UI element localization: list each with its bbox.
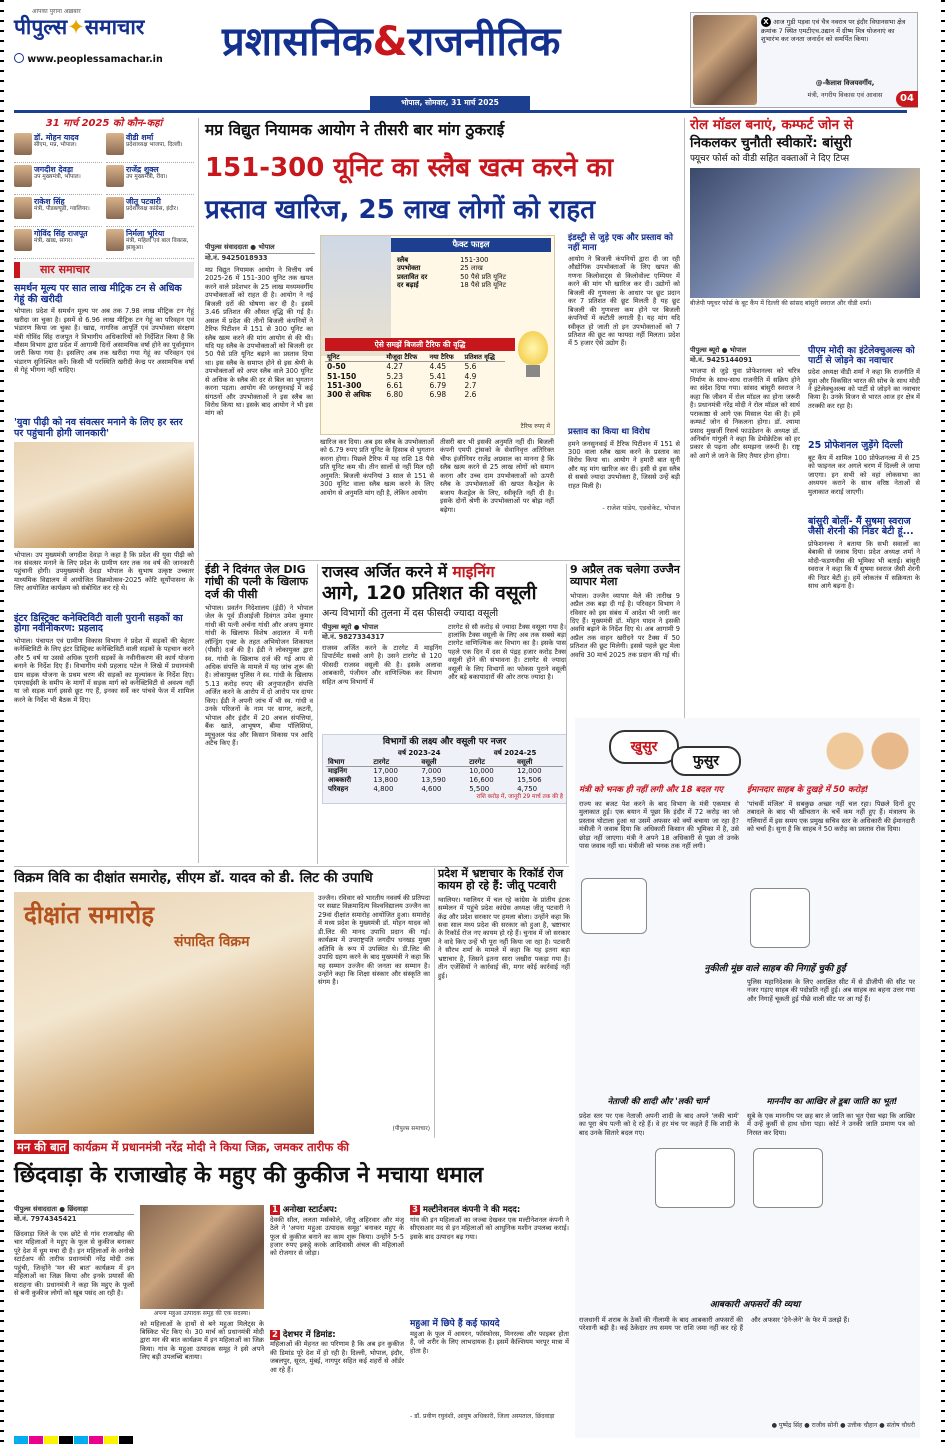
box-4-sign: - डॉ. प्रवीण रघुवंशी, आयुष अधिकारी, जिला अस्पताल, छिंदवाड़ा xyxy=(410,1412,555,1420)
role-headline-2: निकलकर चुनौती स्वीकारें: बांसुरी xyxy=(690,135,852,152)
cmyk-strip xyxy=(14,1436,314,1444)
mining-headline-1b: माइनिंग xyxy=(452,563,495,581)
person-name: जीतू पटवारी xyxy=(126,196,161,206)
tweet-box xyxy=(690,12,918,108)
person-name: राजेंद्र शुक्ल xyxy=(126,164,159,174)
khusur-story-5: सूबे के एक माननीय पर छह बार ले जाति का भूत ऐसा चढ़ा कि आखिर में उन्हें कुर्सी से हाथ धोना पड़ा। कोर्ट ने उनकी जाति प्रमाण पत्र को निरस्त कर दिया। xyxy=(747,1112,915,1137)
table-header-cell: विभाग xyxy=(326,758,371,767)
table-row xyxy=(325,372,505,381)
table-cell: दर बढ़ाई xyxy=(397,281,419,290)
mining-story xyxy=(322,564,567,804)
table-header-row xyxy=(325,353,505,362)
table-cell: 151-300 xyxy=(327,380,362,390)
saar-headline-1: समर्थन मूल्य पर सात लाख मीट्रिक टन से अधिक गेहूं की खरीदी xyxy=(14,283,182,305)
saar-title: सार समाचार xyxy=(14,262,194,278)
person-avatar xyxy=(106,229,124,251)
khusur-story-6-head: आबकारी अफसरों की व्यथा xyxy=(709,1300,801,1310)
table-cell: 151-300 xyxy=(460,256,489,264)
masthead-logo-block xyxy=(14,8,214,100)
website-url[interactable]: www.peoplessamachar.in xyxy=(27,53,163,65)
ed-headline: ईडी ने दिवंगत जेल DIG गांधी की पत्नी के खिलाफ दर्ज की पीसी xyxy=(205,563,308,601)
mann-box-col-a xyxy=(270,1205,404,1436)
person-detail: सीएम, मप्र, भोपाल। xyxy=(34,142,77,149)
birthday-person xyxy=(106,133,194,163)
mann-mobile: मो.नं. 7974345421 xyxy=(14,1214,134,1223)
lead-mobile: मो.नं. 9425018933 xyxy=(205,253,315,262)
person-detail: उप मुख्यमंत्री, रीवा। xyxy=(126,174,168,181)
khusur-story-4: प्रदेश स्तर पर एक नेताजी अपनी शादी के बाद अपने 'लकी चार्म' का पूरा श्रेय पत्नी को दे रहे हैं। वे हर मंच पर कहते हैं कि शादी के बाद उनके सितारे बदल गए। xyxy=(579,1112,739,1137)
table-cell xyxy=(326,749,371,758)
table-cell: 4.9 xyxy=(464,371,477,381)
mining-subhead: अन्य विभागों की तुलना में दस फीसदी ज्यादा वसूली xyxy=(322,607,499,619)
role-col-a xyxy=(690,346,800,715)
table-cell: 51-150 xyxy=(327,371,357,381)
person-name: जगदीश देवड़ा xyxy=(34,164,74,174)
lead-byline: पीपुल्स संवाददाता ● भोपाल xyxy=(205,243,275,251)
mining-col-a xyxy=(322,623,442,731)
box-4-text: महुआ के फूल में आयरन, फॉस्फोरस, मिनरल्स और फाइबर होता है, जो शरीर के लिए लाभदायक है। इसमें कैल्शियम भरपूर मात्रा में होता है। xyxy=(410,1329,569,1355)
table-row xyxy=(325,362,505,372)
table-cell: आबकारी xyxy=(328,776,352,784)
table-cell: 7,000 xyxy=(421,767,442,776)
mining-mobile: मो.नं. 9827334317 xyxy=(322,632,442,641)
table-cell: 5.41 xyxy=(429,371,447,381)
tweet-role: मंत्री, नगरीय विकास एवं आवास xyxy=(807,91,883,99)
masthead-rule xyxy=(14,110,907,113)
khusur-title-a: खुसुर xyxy=(609,730,679,764)
lead-col-2: खारिज कर दिया। अब इस स्लैब के उपभोक्ताओं को 6.79 रुपए प्रति यूनिट के हिसाब से भुगतान करना होगा। पिछले टैरिफ में यह राशि 18 पैसे प्रति यूनिट कम थी। तीन सालों से नहीं मिल रही अनुमति: बिजली कंपनियां 3 साल से 151 से 300 यूनिट वाला स्लैब खत्म करने के लिए आयोग से अनुमति मांग रही है, लेकिन आयोग xyxy=(320,438,434,497)
role-headline-1 xyxy=(690,118,920,133)
role-head-4: बांसुरी बोलीं- मैं सुषमा स्वराज जैसी शेरनी की निडर बेटी हूं... xyxy=(808,515,914,538)
minister-photo xyxy=(693,15,757,105)
box-1-text: देवकी सील, ललता मर्सकोले, जीतू अहिरवार और मंजू ठेले ने 'अपना महुआ उत्पादक समूह' बनाकर महुए के फूल से कुकीज बनाने का काम शुरू किया। उन्होंने 5-5 हजार रुपए इकट्ठे करके आदिवासी अंचल की महिलाओं को रोजगार से जोड़ा। xyxy=(270,1215,404,1258)
saar-headline-2: इंटर डिस्ट्रिक्ट कनेक्टिविटी वाली पुरानी सड़कों का होगा नवीनीकरण: प्रहलाद xyxy=(14,612,183,635)
convocation-banner: दीक्षांत समारोह xyxy=(24,901,154,929)
objection-signoff: - राजेश पांडेय, एडवोकेट, भोपाल xyxy=(602,503,680,512)
khusur-story-5-head: माननीय का आखिर ले डूबा जाति का भूत! xyxy=(766,1097,898,1107)
mann-kicker xyxy=(14,1140,569,1158)
khusur-title-box xyxy=(609,724,809,780)
table-header-cell: प्रतिशत वृद्धि xyxy=(462,353,505,362)
table-cell: 6.79 xyxy=(429,380,447,390)
person-name: निर्मला भूरिया xyxy=(126,228,165,238)
person-name: राकेश सिंह xyxy=(34,196,65,206)
role-paragraph-4: प्रोफेशनल्स ने बताया कि सभी सवालों का बेबाकी से जवाब दिया। प्रदेश अध्यक्ष शर्मा ने मोदी-फडणवीस की भूमिका भी बताई। बांसुरी स्वराज ने कहा कि मैं सुषमा स्वराज जैसी शेरनी की निडर बेटी हूं। हमें लोकतंत्र में सक्रियता के साथ आगे बढ़ना है। xyxy=(808,540,920,591)
section-title xyxy=(222,6,682,90)
col-divider-2 xyxy=(317,564,318,864)
person-avatar xyxy=(106,133,124,155)
fact-file-title: फैक्ट फाइल xyxy=(391,238,551,252)
ujjain-story xyxy=(570,564,680,742)
saar-header xyxy=(14,262,194,280)
khusur-fusur-section xyxy=(575,718,920,1438)
objection-headline: प्रस्ताव का किया था विरोध xyxy=(568,427,650,438)
box-2-text: महिलाओं की मेहनत का परिणाम है कि अब इन कुकीज की डिमांड पूरे देश में हो रही है। दिल्ली, भोपाल, इंदौर, जबलपुर, सूरत, मुंबई, नागपुर सहित कई शहरों से ऑर्डर आ रहे हैं। xyxy=(270,1340,404,1374)
logo xyxy=(14,16,214,39)
box-1-head: अनोखा स्टार्टअप: xyxy=(282,1205,338,1215)
khusur-story-4-head: नेताजी की शादी और 'लकी चार्म' xyxy=(607,1097,711,1107)
fact-file-table xyxy=(395,256,550,290)
person-detail: प्रदेशाध्यक्ष भाजपा, दिल्ली। xyxy=(126,142,183,149)
mann-byline: पीपुल्स संवाददाता ● छिंदवाड़ा xyxy=(14,1205,88,1213)
table-cell: 25 लाख xyxy=(460,264,483,273)
role-head-3: 25 प्रोफेशनल जुड़ेंगे दिल्ली xyxy=(808,440,903,452)
table-year-header: वर्ष 2024-25 xyxy=(493,748,537,757)
role-col-b xyxy=(808,346,920,660)
table-cell: प्रस्तावित दर xyxy=(397,272,428,281)
cartoon-faces xyxy=(815,722,915,780)
mining-byline: पीपुल्स ब्यूरो ● भोपाल xyxy=(322,622,379,631)
table-header-cell: वसूली xyxy=(515,758,563,767)
role-col-2: प्रदेश अध्यक्ष वीडी शर्मा ने कहा कि राजनीति में युवा और विकसित भारत की सोच के साथ मोदी ने इंटेलेक्चुअल्स को पार्टी से जोड़ने का नवाचार किया है। उनके विजन से भारत आज हर क्षेत्र में तरक्की कर रहा है। xyxy=(808,368,920,410)
khusur-story-6: राजधानी में शराब के ठेकों की नीलामी के बाद आबकारी अफसरों की परेशानी बढ़ी है। कई ठेकेदार तय समय पर राशि जमा नहीं कर रहे हैं और अफसर 'देने-लेने' के फेर में उलझे हैं। xyxy=(579,1316,850,1333)
table-cell: माइनिंग xyxy=(328,767,348,776)
lead-kicker: मप्र विद्युत नियामक आयोग ने तीसरी बार मांग ठुकराई xyxy=(205,121,505,139)
saar-paragraph-1: भोपाल। प्रदेश में समर्थन मूल्य पर अब तक 7.98 लाख मीट्रिक टन गेहूं खरीदा जा चुका है। इसमें से 6.96 लाख मीट्रिक टन गेहूं का परिवहन एवं भंडारण किया जा चुका है। खाद्य, नागरिक आपूर्ति एवं उपभोक्ता संरक्षण मंत्री गोविंद सिंह राजपूत ने विभागीय अधिकारियों को निर्देशित किया है कि मौसम विभाग द्वारा प्रदेश में आगामी दिनों असामयिक वर्षा होने का पूर्वानुमान जारी किया गया है। इसलिए अब तक खरीदा गया गेहूं का परिवहन एवं भंडारण सुनिश्चित करें। किसी भी परस्थिति खरीदी केन्द्र पर असामयिक वर्षा से गेहूं भीगना नहीं चाहिए। xyxy=(14,307,194,375)
person-detail: प्रदेशाध्यक्ष कांग्रेस, इंदौर। xyxy=(126,206,179,213)
vikram-credit: (पीपुल्स समाचार) xyxy=(392,1126,430,1132)
mahua-woman-photo xyxy=(140,1205,264,1309)
mining-table-box xyxy=(322,734,567,804)
table-cell: उपभोक्ता xyxy=(397,264,421,273)
lead-headline-1: 151-300 यूनिट का स्लैब खत्म करने का xyxy=(205,153,614,183)
ujjain-paragraph: भोपाल। उज्जैन व्यापार मेले की तारीख 9 अप्रैल तक बढ़ा दी गई है। परिवहन विभाग ने रविवार को इस संबंध में आदेश भी जारी कर दिए हैं। मुख्यमंत्री डॉ. मोहन यादव ने इसकी अवधि बढ़ाने के निर्देश दिए थे। अब आगामी 9 अप्रैल तक वाहन खरीदने पर टैक्स में 50 प्रतिशत की छूट मिलेगी। इससे पहले छूट मेला अवधि 30 मार्च 2025 तक प्रदान की गई थी। xyxy=(570,591,680,659)
ujjain-headline: 9 अप्रैल तक चलेगा उज्जैन व्यापार मेला xyxy=(570,563,680,589)
cartoon-illustration-2 xyxy=(750,888,810,948)
table-cell: 4.27 xyxy=(386,362,404,372)
globe-icon xyxy=(14,53,24,63)
industry-paragraph: आयोग ने बिजली कंपनियों द्वारा दी जा रही औद्योगिक उपभोक्ताओं के लिए खपत की गणना किलोवाट्स से किलोवोल्ट एम्पियर में करने की मांग भी खारिज कर दी। उद्योगों को बिजली की गुणवत्ता के आधार पर छूट प्रदान कर 7 प्रतिशत की छूट मिलती है यह छूट बिजली की गुणवत्ता कम होने पर बिजली कंपनियों में कटौती लगाती है। यह मांग यदि स्वीकृत हो जाती तो इन उपभोक्ताओं को 7 प्रतिशत की छूट का फायदा नहीं मिलता। प्रदेश में 5 हजार ऐसे उद्योग हैं। xyxy=(568,255,680,348)
person-text xyxy=(34,165,81,181)
person-name: डॉ. मोहन यादव xyxy=(34,132,79,142)
table-row xyxy=(325,390,505,399)
slab-table-title: ऐसे समझें बिजली टैरिफ की वृद्धि xyxy=(325,338,515,351)
tweet-body xyxy=(761,17,913,44)
birthday-title: 31 मार्च 2025 को कौन-कहां xyxy=(45,118,163,129)
logo-text: पीपुल्स xyxy=(14,14,68,39)
table-header-cell: मौजूदा टैरिफ xyxy=(384,353,427,362)
table-cell: 13,800 xyxy=(373,776,398,784)
table-row xyxy=(326,767,563,776)
patwari-story xyxy=(438,868,570,1110)
mann-byline-box xyxy=(14,1205,134,1223)
saar-quote: 'युवा पीढ़ी को नव संवत्सर मनाने के लिए हर स्तर पर पहुंचानी होगी जानकारी' xyxy=(14,417,183,439)
person-text xyxy=(126,165,167,181)
person-text xyxy=(34,229,88,245)
mann-col-2: को महिलाओं के हाथों से बने महुआ मिलेट्स के बिस्किट भेंट किए थे। 30 मार्च को प्रधानमंत्री मोदी द्वारा मन की बात कार्यक्रम में इन महिलाओं का जिक्र किया। गांव के महुआ उत्पादक समूह ने इसे अपने लिए बड़ी उपलब्धि बताया। xyxy=(140,1319,264,1362)
person-text xyxy=(34,197,90,213)
table-cell: 4,750 xyxy=(517,784,538,793)
table-cell: 13,590 xyxy=(421,776,446,784)
person-avatar xyxy=(14,165,32,187)
table-cell: 5.23 xyxy=(386,371,404,381)
mining-columns xyxy=(322,623,567,731)
table-row xyxy=(326,785,563,794)
table-cell: 5,500 xyxy=(469,784,490,793)
mann-photo-col xyxy=(140,1205,264,1424)
website xyxy=(14,53,214,66)
tweet-text: आज गुडी पड़वा एवं चैत्र नवरात्र पर इंदौर विधानसभा क्षेत्र क्रमांक 7 स्थित एमटीएच.उद्यान में ग्रीष्म मित्र योजनाएं का शुभारंभ कर जनता जनार्दन को समर्पित किया। xyxy=(761,18,906,44)
khusur-story-1: राज्य का बजट पेश करने के बाद विभाग के मंत्री एकमात्र से मुलाकात हुई। एक बयान में पूछा कि इंदौर में 72 करोड़ का जो प्रस्ताव घोटाला हुआ था उसमें अफसर को क्यों बचाया जा रहा है? मंत्रीजी ने जवाब दिया कि अधिकारी किसान की भूमिका में है, उसे छोड़ा नहीं जाएगा। मंत्री ने अपने 18 अधिकारी से पूछा तो उनके पास जवाब नहीं था। मंत्रीजी को भनक तक नहीं लगी। xyxy=(579,800,739,851)
table-header-cell: वसूली xyxy=(419,758,467,767)
section-ampersand: & xyxy=(372,19,408,65)
box-3-text: गांव की इन महिलाओं का जज्बा देखकर एक मल्टीनेशनल कंपनी ने सीएसआर मद से इन महिलाओं को आधुनिक मशीन उपलब्ध कराई। इसके बाद उत्पादन बढ़ गया। xyxy=(410,1215,569,1241)
khusur-footer: ● पुष्पेंद्र सिंह ● राजीव सोनी ● उत्तीक चौहान ● संतोष चौधरी xyxy=(771,1422,915,1429)
person-avatar xyxy=(106,165,124,187)
table-cell: 4,800 xyxy=(373,784,394,793)
section-title-b: राजनीतिक xyxy=(407,19,561,65)
lead-col-1: मप्र विद्युत नियामक आयोग ने वित्तीय वर्ष 2025-26 में 151-300 यूनिट तक खपत करने वाले प्रदेशभर के 25 लाख मध्यमवर्गीय उपभोक्ताओं को राहत दी है। आयोग ने नई बिजली दरों की घोषणा कर दी है। इसमें 3.46 प्रतिशत की औसत वृद्धि की गई है। असल में प्रदेश की तीनों बिजली कंपनियों ने टैरिफ पिटीशन में 151 से 300 यूनिट का स्लैब खत्म करने की मांग आयोग से की थी। यदि यह स्लैब के उपभोक्ताओं को बिजली दर 50 पैसे प्रति यूनिट बढ़ाने का प्रस्ताव दिया था। इस स्लैब के समाप्त होने से इस श्रेणी के उपभोक्ताओं को अपर स्लैब वाले 300 यूनिट से अधिक के स्लैब की दर से बिल का भुगतान करना पड़ता। आयोग की जनसुनवाई में कई संगठनों और उपभोक्ताओं ने इस स्लैब का विरोध किया था। इसके बाद आयोग ने भी इस मांग को xyxy=(205,266,313,418)
lead-byline-box xyxy=(205,243,315,262)
person-avatar xyxy=(14,133,32,155)
mining-table-note: राशि करोड़ में, जानूरी 29 मार्च तक की है xyxy=(476,793,563,800)
patwari-headline: प्रदेश में भ्रष्टाचार के रिकॉर्ड रोज कायम हो रहे हैं: जीतू पटवारी xyxy=(438,867,564,893)
birthday-person xyxy=(14,133,102,163)
table-row xyxy=(395,281,550,289)
khusur-story-3-head: नुकीली मूंछ वाले साहब की निगाहें चुकी हुईं xyxy=(704,964,846,974)
cartoon-illustration-4 xyxy=(753,1148,823,1208)
box-3-number: 3 xyxy=(412,1205,418,1215)
logo-star-icon: ✦ xyxy=(67,14,85,39)
table-row xyxy=(326,776,563,785)
bootcamp-caption: बीजेपी फ्यूचर फोर्स के बूट कैंप में दिल्ली की सांसद बांसुरी स्वराज और वीडी शर्मा। xyxy=(690,300,872,308)
table-cell: 17,000 xyxy=(373,767,398,776)
section-title-a: प्रशासनिक xyxy=(222,19,373,65)
lead-headline-2: प्रस्ताव खारिज, 25 लाख लोगों को राहत xyxy=(205,195,596,225)
table-cell: 18 पैसे प्रति यूनिट xyxy=(460,281,507,290)
col-divider-4 xyxy=(684,118,685,718)
table-cell: 4,600 xyxy=(421,784,442,793)
registration-strip-left xyxy=(0,0,4,1445)
mining-headline-2: आगे, 120 प्रतिशत की वसूली xyxy=(322,582,537,605)
cartoon-illustration-1 xyxy=(581,878,647,934)
table-cell: 12,000 xyxy=(517,767,542,776)
col-divider-3 xyxy=(566,564,567,864)
table-cell: स्लैब xyxy=(397,256,409,264)
table-row xyxy=(325,381,505,390)
person-text xyxy=(126,197,178,213)
person-avatar xyxy=(14,229,32,251)
khusur-story-2: 'पांचवीं मंजिल' में सबकुछ अच्छा नहीं चल रहा। पिछले दिनों हुए तबादले के बाद भी खींचतान के चर्चे कम नहीं हुए हैं। मंत्रालय के गलियारों में इस समय एक प्रमुख सचिव स्तर के अधिकारी की ईमानदारी को चर्चा है। सुना है कि साहब ने 50 करोड़ का प्रस्ताव रोक दिया। xyxy=(747,800,915,834)
person-avatar xyxy=(106,197,124,219)
saar-column xyxy=(14,284,194,767)
slab-table xyxy=(325,353,505,400)
col-divider-1 xyxy=(198,118,199,863)
table-cell: 6.61 xyxy=(386,380,404,390)
table-header-cell: टारगेट xyxy=(371,758,419,767)
mann-kicker-label: मन की बात xyxy=(14,1140,69,1154)
table-cell: 0-50 xyxy=(327,362,346,372)
ed-story xyxy=(205,564,313,842)
table-cell: 15,506 xyxy=(517,776,542,784)
logo-tagline: आपका पुराना अख़बार xyxy=(32,8,81,15)
khusur-story-2-head: ईमानदार साहब के दुखड़े में 50 करोड़! xyxy=(747,785,869,795)
table-year-row xyxy=(326,749,563,758)
person-detail: उप मुख्यमंत्री, भोपाल। xyxy=(34,174,81,181)
person-text xyxy=(126,133,183,149)
table-cell: 5.6 xyxy=(464,362,477,372)
table-cell: 6.98 xyxy=(429,390,447,400)
slab-note: टैरिफ रुपए में xyxy=(520,422,550,430)
table-header-row xyxy=(326,758,563,767)
khusur-story-1-head: मंत्री को भनक ही नहीं लगी और 18 बदल गए xyxy=(579,785,724,795)
mann-box-col-b xyxy=(410,1205,569,1421)
role-col-1: भाजपा से जुड़े युवा प्रोफेशनल्स को चरित्र निर्माण के साथ-साथ राजनीति में सक्रिय होने का संदेश दिया गया। सांसद बांसुरी स्वराज ने कहा कि जीवन में रोल मॉडल का होना जरूरी है। प्रधानमंत्री नरेंद्र मोदी ने रोल मॉडल को सार्थ पराकाष्ठा से आगे एक मिसाल पेश की है। हमें कम्फर्ट जोन से निकलना होगा। डॉ. श्यामा प्रसाद मुखर्जी रिसर्च फाउंडेशन के अध्यक्ष डॉ. अनिर्बान गांगुली ने कहा कि डेमोक्रेटिक को हर प्रकार से पढ़ना और समझना जरूरी है। राष्ट्र को आगे ले जाने के लिए तैयार होना होगा। xyxy=(690,367,800,460)
page-number: 04 xyxy=(896,91,918,107)
role-byline: पीपुल्स ब्यूरो ● भोपाल xyxy=(690,346,747,354)
table-cell: 2.7 xyxy=(464,380,477,390)
person-text xyxy=(34,133,79,149)
table-cell: 4.45 xyxy=(429,362,447,372)
table-cell: परिवहन xyxy=(328,784,349,793)
birthday-box xyxy=(14,118,194,258)
birthday-person xyxy=(106,165,194,195)
vikram-paragraph: उज्जैन। रविवार को भारतीय नववर्ष की प्रतिपदा पर सम्राट विक्रमादित्य विश्वविद्यालय उज्जैन का 29वां दीक्षांत समारोह आयोजित हुआ। समारोह में मध्य प्रदेश के मुख्यमंत्री डॉ. मोहन यादव को डी.लिट की मानद उपाधि प्रदान की गई। कार्यक्रम में उपराष्ट्रपति जगदीप धनखड़ मुख्य अतिथि के रूप में उपस्थित थे। डी.लिट की उपाधि ग्रहण करने के बाद मुख्यमंत्री ने कहा कि यह सम्मान उज्जैन की जनता का सम्मान है। उन्होंने कहा कि शिक्षा संस्कार और संस्कृति का संगम है। xyxy=(318,894,430,987)
birthday-person xyxy=(106,229,194,259)
box-2-head: देशभर में डिमांड: xyxy=(282,1329,336,1340)
role-col-2-head: पीएम मोदी का इंटेलेक्चुअल्स को पार्टी से जोड़ने का नवाचार xyxy=(808,346,915,367)
industry-headline: इंडस्ट्री से जुड़े एक और प्रस्ताव को नहीं माना xyxy=(568,233,673,253)
mann-headline: छिंदवाड़ा के राजाखोह के महुए की कुकीज ने मचाया धमाल xyxy=(14,1163,484,1188)
convocation-photo xyxy=(14,892,314,1134)
table-header-cell: यूनिट xyxy=(325,353,384,362)
birthday-person xyxy=(14,197,102,227)
col-divider-5 xyxy=(434,868,435,1138)
person-text xyxy=(126,229,194,252)
birthday-list xyxy=(14,133,194,259)
tariff-infographic xyxy=(320,235,555,435)
birthday-person xyxy=(14,229,102,259)
mining-table xyxy=(326,749,563,794)
table-cell: 10,000 xyxy=(469,767,494,776)
tweet-author: @-कैलाश विजयवर्गीय, xyxy=(815,79,875,87)
mahua-photo-caption: अपना महुआ उत्पादक समूह की एक सदस्या। xyxy=(153,1310,251,1317)
date-bar: भोपाल, सोमवार, 31 मार्च 2025 xyxy=(370,96,530,110)
mining-headline-1 xyxy=(322,564,567,581)
ed-paragraph: भोपाल। प्रवर्तन निदेशालय (ईडी) ने भोपाल जेल के पूर्व डीआईजी दिवंगत उमेश कुमार गांधी की पत्नी अर्चना गांधी और अजय कुमार गांधी के खिलाफ विशेष अदालत में मनी लॉन्ड्रिंग एक्ट के तहत अभियोजन शिकायत (पीसी) दर्ज की है। ईडी ने लोकायुक्त द्वारा स्व. गांधी के खिलाफ दर्ज की गई आय से अधिक संपत्ति के मामले में यह जांच शुरू की है। लोकायुक्त पुलिस ने स्व. गांधी के खिलाफ 5.13 करोड़ रुपए की अनुपातहीन संपत्ति अर्जित करने के आरोप में दो आरोप पत्र दायर किए। ईडी ने अपनी जांच में भी स्व. गांधी व उनके परिजनों के नाम पर सागर, कटनी, भोपाल और इंदौर में 20 अचल संपत्तियां, बैंक खाते, आभूषण, बीमा पॉलिसियां, म्यूचुअल फंड और किसान विकास पत्र आदि अटैच किए हैं। xyxy=(205,603,313,747)
bootcamp-photo xyxy=(690,168,920,298)
person-avatar xyxy=(14,197,32,219)
saar-paragraph-2: भोपाल। उप मुख्यमंत्री जगदीश देवड़ा ने कहा है कि प्रदेश की युवा पीढ़ी को नव संवत्सर मनाने के लिए प्रदेश के ग्रामीण स्तर तक नव वर्ष की जानकारी पहुंचानी होगी। उपमुख्यमंत्री देवड़ा भोपाल के सुभाष उत्कृष्ट उच्चतर माध्यमिक विद्यालय में आयोजित विक्रमोत्सव-2025 कोटि सूर्योपासना के लिए आयोजित कार्यक्रम को संबोधित कर रहे थे। xyxy=(14,550,194,593)
table-header-cell: नया टैरिफ xyxy=(427,353,462,362)
table-cell: 50 पैसे प्रति यूनिट xyxy=(460,272,507,281)
bulb-icon xyxy=(516,331,550,391)
birthday-person xyxy=(14,165,102,195)
person-detail: मंत्री, महिला एवं बाल विकास, झाबुआ। xyxy=(126,238,189,251)
box-2-number: 2 xyxy=(272,1329,278,1340)
table-year-header: वर्ष 2023-24 xyxy=(398,748,441,757)
saar-paragraph-3: भोपाल। पंचायत एवं ग्रामीण विकास विभाग ने प्रदेश में सड़कों की बेहतर कनेक्टिविटी के लिए इंटर डिस्ट्रिक्ट कनेक्टिविटी वाली सड़कों के पहचान करने और 5 वर्ष या उससे अधिक पुरानी सड़कों के नवीनीकरण की कार्य योजना बनाने के निर्देश दिए हैं। विभागीय मंत्री प्रहलाद पटेल ने लिखे में प्रधानमंत्री ग्राम सड़क योजना के प्रथम चरण की सड़कों का मूल्यांकन के निर्देश दिए। एमएसईसी के समीप के मार्गों में सड़क मार्ग को कनेक्टिविटी से अवश्य नहीं या जो सड़क मार्ग इससे छूट गए हैं, इनका सर्वे कर पांचवे फेज में शामिल करने के निर्देश भी बैठक में दिए। xyxy=(14,636,194,704)
industry-box xyxy=(568,234,680,512)
role-model-story xyxy=(690,118,920,308)
mining-col-1: राजस्व अर्जित करने के टारगेट में माइनिंग डिपार्टमेंट सबसे आगे है। उसने टारगेट से 120 फीसदी राजस्व वसूली की है। इसके अलावा आबकारी, पंजीयन और वाणिज्यिक कर विभाग सहित अन्य विभागों में xyxy=(322,643,442,686)
cartoon-illustration-3 xyxy=(655,1148,735,1208)
person-detail: मंत्री, खाद्य, सागर। xyxy=(34,238,73,245)
objection-paragraph: हमने जनसुनवाई में टैरिफ पिटीशन में 151 से 300 वाला स्लैब खत्म करने के प्रस्ताव का विरोध किया था। आयोग ने हमारी बात सुनी और यह मांग खारिज कर दी। इसी से इस स्लैब से सबसे ज्यादा उपभोक्ता है, जिससे उन्हें बड़ी राहत मिली है। xyxy=(568,439,680,490)
mining-headline-1a: राजस्व अर्जित करने में xyxy=(322,563,447,581)
box-1-number: 1 xyxy=(272,1205,278,1215)
mining-col-2: टारगेट से सौ करोड़ से ज्यादा टैक्स वसूला गया है। हालांकि टैक्स वसूली के लिए अब तक सबसे बड़ा टारगेट वाणिज्यिक कर विभाग का है। इसके पास पहले एक दिन में दस से पंद्रह हजार करोड़ टैक्स वसूली होने की संभावना है। टारगेट से ज्यादा वसूली के लिए विभागों का फोकस पुराने वसूली और बड़े बकायादारों की ओर तरफ ज्यादा है। xyxy=(448,622,566,682)
person-name: गोविंद सिंह राजपूत xyxy=(34,228,88,238)
table-cell: 2.6 xyxy=(464,390,477,400)
role-subhead: फ्यूचर फोर्स को वीडी सहित वक्ताओं ने दिए टिप्स xyxy=(690,154,850,165)
khusur-title-b: फुसुर xyxy=(671,746,741,776)
saar-event-photo xyxy=(14,442,194,548)
lead-bottom-rule xyxy=(205,560,680,561)
box-4-head: महुआ में छिपे हैं कई फायदे xyxy=(410,1318,500,1329)
mann-kicker-text: कार्यक्रम में प्रधानमंत्री नरेंद्र मोदी ने किया जिक्र, जमकर तारीफ की xyxy=(73,1140,350,1154)
table-cell: 6.80 xyxy=(386,390,404,400)
x-logo-icon: X xyxy=(761,17,771,27)
role-headline-1-text: रोल मॉडल बनाएं, कम्फर्ट जोन से xyxy=(690,117,853,133)
vikram-headline: विक्रम विवि का दीक्षांत समारोह, सीएम डॉ. यादव को डी. लिट की उपाधि xyxy=(14,870,373,886)
table-header-cell: टारगेट xyxy=(467,758,515,767)
person-detail: मंत्री, पीडब्ल्यूडी, ग्वालियर। xyxy=(34,206,90,213)
logo-text-tail: समाचार xyxy=(84,14,145,39)
role-paragraph-3: बूट कैंप में शामिल 100 प्रोफेशनल्स में से 25 को फाइनल कर अगले चरण में दिल्ली ले जाया जाएगा। इन सभी को वहां लोकसभा का अध्ययन कराने के साथ वरिष्ठ नेताओं से मुलाकात कराई जाएगी। xyxy=(808,453,920,496)
box-3-head: मल्टीनेशनल कंपनी ने की मदद: xyxy=(422,1205,521,1215)
table-cell: 300 से अधिक xyxy=(327,390,371,400)
registration-strip-right xyxy=(941,0,945,1445)
mann-col-1: छिंदवाड़ा जिले के एक छोटे से गांव राजाखोह की चार महिलाओं ने महुए के फूल से कुकीज बनाकर पूरे देश में धूम मचा दी है। इन महिलाओं के अनोखे स्टार्टअप की तारीफ प्रधानमंत्री नरेंद्र मोदी तक पहुंची, जिन्होंने 'मन की बात' कार्यक्रम में इन महिलाओं का जिक्र किया और इनके प्रयासों की सराहना की। प्रधानमंत्री ने कहा कि महुए के फूलों से बनी कुकीज लोगों को खूब पसंद आ रही है। xyxy=(14,1230,134,1298)
convocation-banner-sub: संपादित विक्रम xyxy=(174,934,250,950)
table-row xyxy=(395,264,550,272)
lead-col-3: तीसरी बार भी इसकी अनुमति नहीं दी। बिजली कंपनी एमपी ट्रांसको के सेवानिवृत्त अतिरिक्त चीफ इंजीनियर राजेंद्र अग्रवाल का मानना है कि स्लैब खत्म करने से 25 लाख लोगों को समान करना और उच्च दाम उपभोक्ताओं को ऊपरी स्लैब के उपभोक्ताओं की खपत कैश्ड्रेल के बजाय कैशड्रेल के लिए, स्वीकृति नहीं दी है। इसके दोनों श्रेणी के उपभोक्ताओं पर बोझ नहीं बढ़ेगा। xyxy=(440,438,554,514)
patwari-paragraph: ग्वालियर। ग्वालियर में चल रहे कांग्रेस के प्रांतीय इंटक सम्मेलन में पहुंचे प्रदेश कांग्रेस अध्यक्ष जीतू पटवारी ने केंद्र और प्रदेश सरकार पर हमला बोला। उन्होंने कहा कि सवा साल मध्य प्रदेश की सरकार को हुआ है, भ्रष्टाचार के रिकॉर्ड रोज नए कायम हो रहे हैं। चुनाव में जो सरकार ने वादे किए उन्हें भी पूरा नहीं किया जा रहा है। पटवारी ने सौरभ शर्मा के मामले में कहा कि यह इतना बड़ा भ्रष्टाचार है, जिसने इतना सारा जखीरा पकड़ा गया है। तीन एजेंसियों ने कार्रवाई की, मगर कोई कार्रवाई नहीं हुई। xyxy=(438,895,570,980)
table-cell: 16,600 xyxy=(469,776,494,784)
birthday-person xyxy=(106,197,194,227)
mining-table-title: विभागों की लक्ष्य और वसूली पर नजर xyxy=(382,736,507,747)
person-name: वीडी शर्मा xyxy=(126,132,154,142)
khusur-story-3: पुलिस महानिदेशक के लिए आरक्षित सीट में से डीजीपी की सीट पर नजर गड़ाए साहब की पदोन्नति नहीं हुई। अब साहब का बहना उत्तर गया और निगाहें चूकती हुई पीछे वाली सीट पर आ गई हैं। xyxy=(747,978,915,1003)
role-mobile: मो.नं. 9425144091 xyxy=(690,355,800,364)
